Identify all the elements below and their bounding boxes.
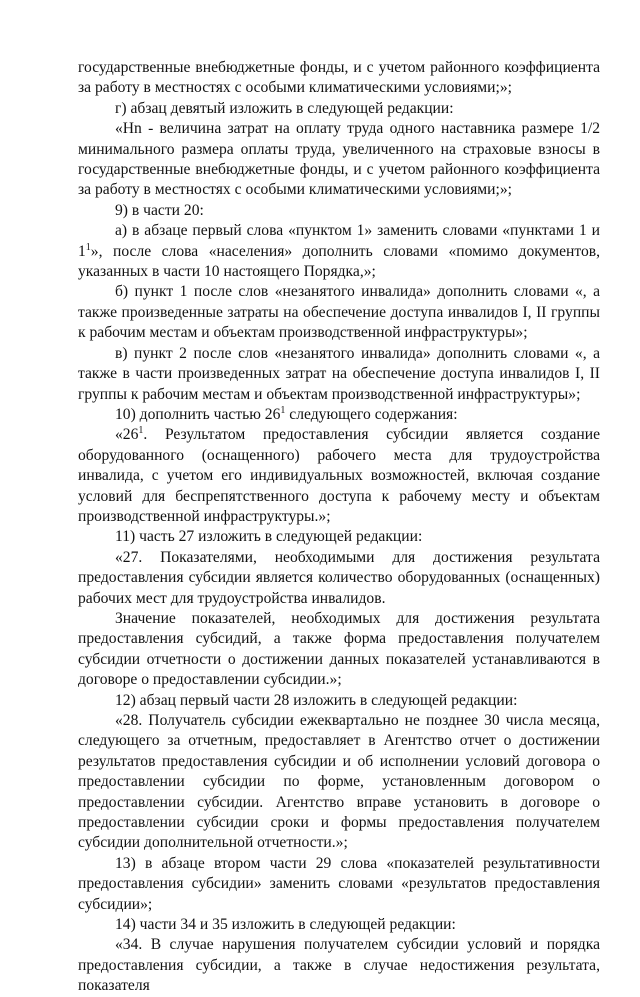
paragraph bbox=[78, 282, 600, 343]
paragraph bbox=[78, 201, 600, 221]
superscript: 1 bbox=[138, 425, 144, 437]
paragraph bbox=[78, 691, 600, 711]
text-run: в) пункт 2 после слов «незанятого инвалида» дополнить словами «, а также в части произведенных затрат на обеспечение доступа инвалидов I, II группы к рабочим местам и объектам производственной инфраструктуры»; bbox=[78, 344, 600, 403]
text-run: б) пункт 1 после слов «незанятого инвалида» дополнить словами «, а также произведенные затраты на обеспечение доступа инвалидов I, II группы к рабочим местам и объектам производственной инфраструктуры»; bbox=[78, 283, 600, 342]
text-run: 10) дополнить частью 26 bbox=[115, 405, 281, 423]
paragraph bbox=[78, 854, 600, 915]
paragraph bbox=[78, 915, 600, 935]
paragraph bbox=[78, 711, 600, 854]
text-run: следующего содержания: bbox=[285, 405, 458, 423]
text-run: г) абзац девятый изложить в следующей редакции: bbox=[115, 99, 454, 117]
text-run: 12) абзац первый части 28 изложить в следующей редакции: bbox=[115, 691, 518, 709]
text-run: «34. В случае нарушения получателем субсидии условий и порядка предоставления субсидии, а также в случае недостижения результата, показателя bbox=[78, 936, 600, 995]
text-run: 13) в абзаце втором части 29 слова «показателей результативности предоставления субсидии» заменить словами «результатов предоставления субсидии»; bbox=[78, 854, 600, 913]
paragraph bbox=[78, 527, 600, 547]
text-run: «28. Получатель субсидии ежеквартально не позднее 30 числа месяца, следующего за отчетным, предоставляет в Агентство отчет о достижении результатов предоставления субсидии и об исполнении условий договора о предоставлении субсидии по форме, установленным договором о предоставлении субсидии. Агентство вправе установить в договоре о предоставлении субсидии сроки и формы предоставления получателем субсидии дополнительной отчетности.»; bbox=[78, 712, 600, 852]
superscript: 1 bbox=[280, 404, 286, 416]
text-run: «Hn - величина затрат на оплату труда одного наставника размере 1/2 минимального размера оплаты труда, увеличенного на страховые взносы в государственные внебюджетные фонды, и с учетом районного коэффициента за работу в местностях с особыми климатическими условиями;»; bbox=[78, 120, 600, 199]
paragraph bbox=[78, 99, 600, 119]
text-run: «27. Показателями, необходимыми для достижения результата предоставления субсидии является количество оборудованных (оснащенных) рабочих мест для трудоустройства инвалидов. bbox=[78, 548, 600, 607]
paragraph bbox=[78, 405, 600, 425]
paragraph bbox=[78, 548, 600, 609]
text-run: государственные внебюджетные фонды, и с учетом районного коэффициента за работу в местностях с особыми климатическими условиями;»; bbox=[78, 59, 600, 97]
text-run: . Результатом предоставления субсидии является создание оборудованного (оснащенного) рабочего места для трудоустройства инвалида, с учетом его индивидуальных возможностей, включая создание условий для беспрепятственного доступа к рабочему месту и объектам производственной инфраструктуры.»; bbox=[78, 426, 600, 525]
text-run: 14) части 34 и 35 изложить в следующей редакции: bbox=[115, 916, 456, 934]
document-page bbox=[78, 58, 600, 997]
paragraph bbox=[78, 609, 600, 691]
paragraph bbox=[78, 425, 600, 527]
text-run: а) в абзаце первый слова «пунктом 1» заменить словами «пунктами 1 и 1 bbox=[78, 222, 600, 260]
paragraph bbox=[78, 221, 600, 282]
text-run: «26 bbox=[115, 426, 139, 444]
paragraph bbox=[78, 58, 600, 99]
text-run: Значение показателей, необходимых для достижения результата предоставления субсидий, а также форма предоставления получателем субсидии отчетности о достижении данных показателей устанавливаются в договоре о предоставлении субсидии.»; bbox=[78, 609, 600, 689]
text-run: 9) в части 20: bbox=[115, 201, 204, 219]
text-run: », после слова «населения» дополнить словами «помимо документов, указанных в части 10 настоящего Порядка,»; bbox=[78, 242, 600, 281]
paragraph bbox=[78, 119, 600, 201]
superscript: 1 bbox=[85, 241, 91, 253]
paragraph bbox=[78, 344, 600, 405]
text-run: 11) часть 27 изложить в следующей редакции: bbox=[115, 528, 423, 546]
paragraph bbox=[78, 935, 600, 996]
